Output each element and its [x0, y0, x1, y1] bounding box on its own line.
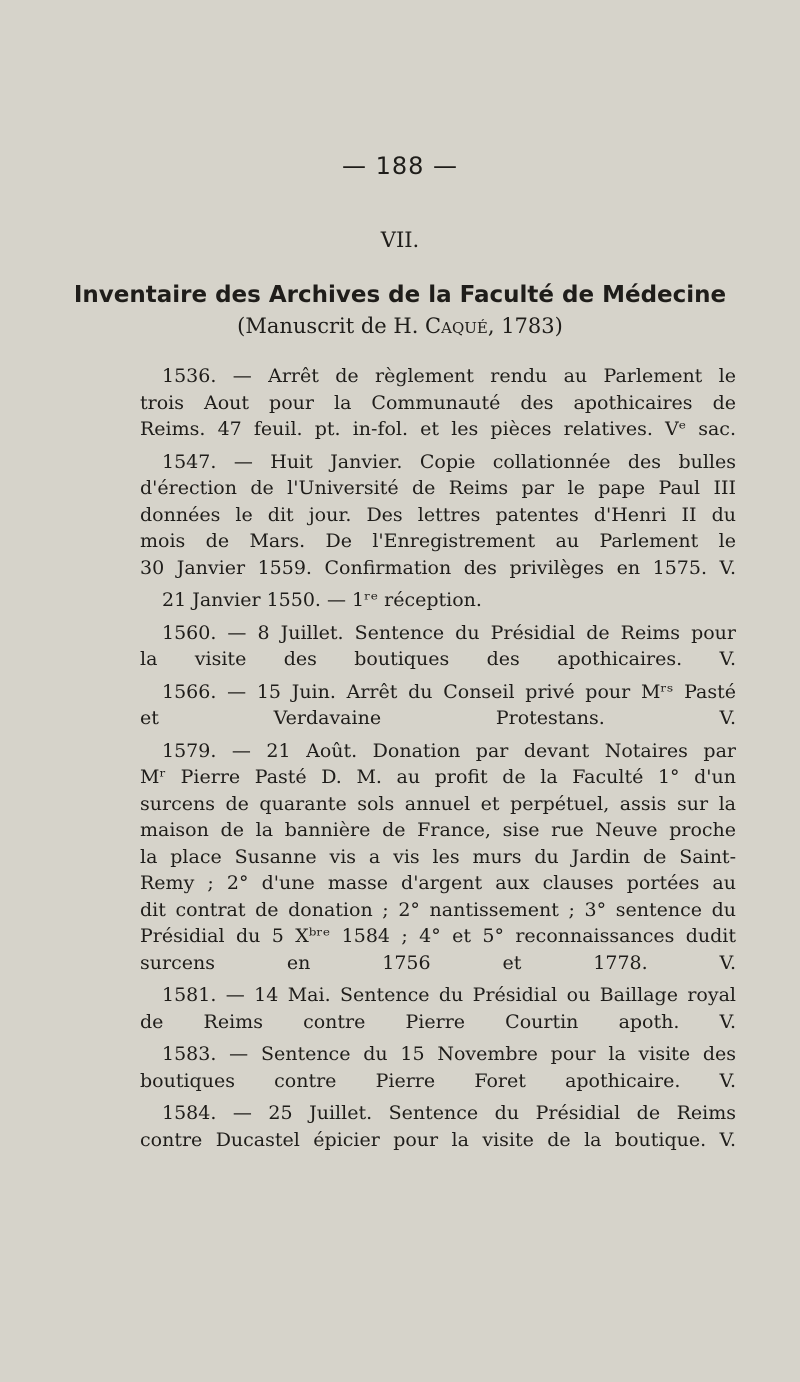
subtitle-prefix: (Manuscrit de H. — [237, 314, 426, 338]
entry-1566 — [140, 679, 736, 732]
inventory-entries — [140, 363, 736, 1159]
entry-line: surcens en 1756 et 1778. V. — [140, 951, 736, 974]
entry-line: et Verdavaine Protestans. V. — [140, 707, 736, 729]
entry-line: Remy ; 2° d'une masse d'argent aux clauses portées au — [140, 872, 736, 894]
document-title: Inventaire des Archives de la Faculté de Médecine — [73, 282, 727, 308]
entry-line: Reims. 47 feuil. pt. in-fol. et les pièces relatives. Vᵉ sac. — [140, 418, 736, 440]
entry-line: 1579. — 21 Août. Donation par devant Notaires par — [162, 739, 736, 762]
entry-1579 — [140, 738, 736, 977]
document-subtitle — [0, 314, 800, 338]
entry-line: trois Aout pour la Communauté des apothicaires de — [140, 391, 736, 414]
entry-line: maison de la bannière de France, sise rue Neuve proche — [140, 819, 736, 841]
entry-line: boutiques contre Pierre Foret apothicaire. V. — [140, 1069, 736, 1092]
entry-line: d'érection de l'Université de Reims par le pape Paul III — [140, 477, 736, 499]
entry-line: surcens de quarante sols annuel et perpétuel, assis sur la — [140, 792, 736, 815]
entry-1584 — [140, 1100, 736, 1153]
entry-1536 — [140, 363, 736, 443]
page-number: — 188 — — [341, 152, 459, 180]
entry-1547 — [140, 449, 736, 582]
entry-1560 — [140, 620, 736, 673]
entry-line: contre Ducastel épicier pour la visite de la boutique. V. — [140, 1128, 736, 1151]
entry-line: de Reims contre Pierre Courtin apoth. V. — [140, 1010, 736, 1033]
entry-line: 1560. — 8 Juillet. Sentence du Présidial de Reims pour — [162, 621, 736, 644]
entry-line: dit contrat de donation ; 2° nantissement ; 3° sentence du — [140, 898, 736, 921]
entry-line: mois de Mars. De l'Enregistrement au Parlement le — [140, 530, 736, 552]
entry-line: 1536. — Arrêt de règlement rendu au Parlement le — [162, 365, 736, 387]
entry-line: 1581. — 14 Mai. Sentence du Présidial ou Baillage royal — [162, 984, 736, 1006]
entry-line: la place Susanne vis a vis les murs du Jardin de Saint- — [140, 845, 736, 868]
entry-line: 1584. — 25 Juillet. Sentence du Présidial de Reims — [162, 1102, 736, 1124]
entry-line: données le dit jour. Des lettres patentes d'Henri II du — [140, 503, 736, 526]
entry-1583 — [140, 1041, 736, 1094]
section-number: VII. — [380, 228, 420, 252]
entry-line: Mʳ Pierre Pasté D. M. au profit de la Faculté 1° d'un — [140, 766, 736, 788]
entry-line: 30 Janvier 1559. Confirmation des privilèges en 1575. V. — [140, 556, 736, 579]
entry-line: 1583. — Sentence du 15 Novembre pour la visite des — [162, 1043, 736, 1065]
entry-1581 — [140, 982, 736, 1035]
entry-line: 21 Janvier 1550. — 1ʳᵉ réception. — [162, 589, 482, 611]
subtitle-suffix: , 1783) — [487, 314, 563, 338]
entry-line: 1566. — 15 Juin. Arrêt du Conseil privé pour Mʳˢ Pasté — [162, 680, 736, 703]
subtitle-author: Caqué — [425, 314, 488, 338]
entry-1550 — [140, 587, 736, 614]
entry-line: Présidial du 5 Xᵇʳᵉ 1584 ; 4° et 5° reconnaissances dudit — [140, 925, 736, 947]
entry-line: 1547. — Huit Janvier. Copie collationnée des bulles — [162, 450, 736, 473]
entry-line: la visite des boutiques des apothicaires. V. — [140, 648, 736, 670]
